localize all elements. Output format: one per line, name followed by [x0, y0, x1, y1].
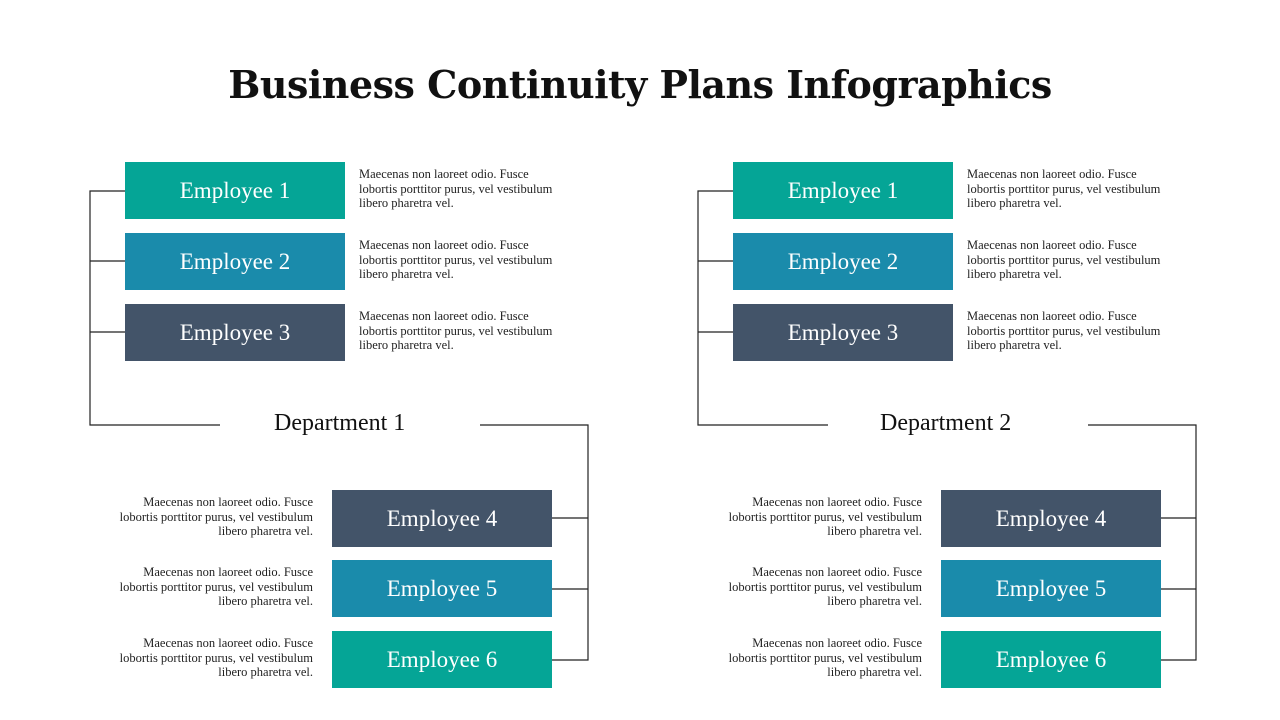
employee-label: Employee 6: [386, 646, 498, 672]
employee-label: Employee 1: [179, 177, 291, 203]
dept2-employee-1-box: [733, 162, 953, 219]
dept1-employee-2-description: Maecenas non laoreet odio. Fusce lobortis porttitor purus, vel vestibulum libero pharetra vel.: [359, 238, 553, 281]
dept2-employee-4-box: [941, 490, 1161, 547]
employee-label: Employee 1: [787, 177, 899, 203]
page-title: Business Continuity Plans Infographics: [228, 62, 1052, 107]
employee-label: Employee 2: [787, 248, 899, 274]
dept1-employee-4-box: [332, 490, 552, 547]
dept1-employee-5-box: [332, 560, 552, 617]
dept1-employee-1-box: [125, 162, 345, 219]
dept1-employee-5-description: Maecenas non laoreet odio. Fusce lobortis porttitor purus, vel vestibulum libero pharetra vel.: [119, 565, 313, 608]
employee-label: Employee 5: [995, 575, 1107, 601]
dept2-employee-6-box: [941, 631, 1161, 688]
dept2-employee-3-description: Maecenas non laoreet odio. Fusce lobortis porttitor purus, vel vestibulum libero pharetra vel.: [967, 309, 1161, 352]
dept2-employee-4-description: Maecenas non laoreet odio. Fusce lobortis porttitor purus, vel vestibulum libero pharetra vel.: [728, 495, 922, 538]
dept2-employee-2-description: Maecenas non laoreet odio. Fusce lobortis porttitor purus, vel vestibulum libero pharetra vel.: [967, 238, 1161, 281]
dept2-employee-5-description: Maecenas non laoreet odio. Fusce lobortis porttitor purus, vel vestibulum libero pharetra vel.: [728, 565, 922, 608]
dept1-employee-1-description: Maecenas non laoreet odio. Fusce lobortis porttitor purus, vel vestibulum libero pharetra vel.: [359, 167, 553, 210]
employee-label: Employee 5: [386, 575, 498, 601]
dept2-employee-1-description: Maecenas non laoreet odio. Fusce lobortis porttitor purus, vel vestibulum libero pharetra vel.: [967, 167, 1161, 210]
employee-label: Employee 3: [179, 319, 291, 345]
employee-label: Employee 2: [179, 248, 291, 274]
dept1-employee-6-box: [332, 631, 552, 688]
employee-label: Employee 4: [995, 505, 1107, 531]
employee-label: Employee 4: [386, 505, 498, 531]
dept2-employee-5-box: [941, 560, 1161, 617]
dept1-employee-3-box: [125, 304, 345, 361]
employee-label: Employee 6: [995, 646, 1107, 672]
employee-label: Employee 3: [787, 319, 899, 345]
dept1-employee-2-box: [125, 233, 345, 290]
dept2-employee-2-box: [733, 233, 953, 290]
dept2-employee-3-box: [733, 304, 953, 361]
dept1-employee-3-description: Maecenas non laoreet odio. Fusce lobortis porttitor purus, vel vestibulum libero pharetra vel.: [359, 309, 553, 352]
department-1-label: Department 1: [274, 410, 406, 436]
dept1-employee-4-description: Maecenas non laoreet odio. Fusce lobortis porttitor purus, vel vestibulum libero pharetra vel.: [119, 495, 313, 538]
department-2-label: Department 2: [880, 410, 1012, 436]
dept1-employee-6-description: Maecenas non laoreet odio. Fusce lobortis porttitor purus, vel vestibulum libero pharetra vel.: [119, 636, 313, 679]
dept2-employee-6-description: Maecenas non laoreet odio. Fusce lobortis porttitor purus, vel vestibulum libero pharetra vel.: [728, 636, 922, 679]
